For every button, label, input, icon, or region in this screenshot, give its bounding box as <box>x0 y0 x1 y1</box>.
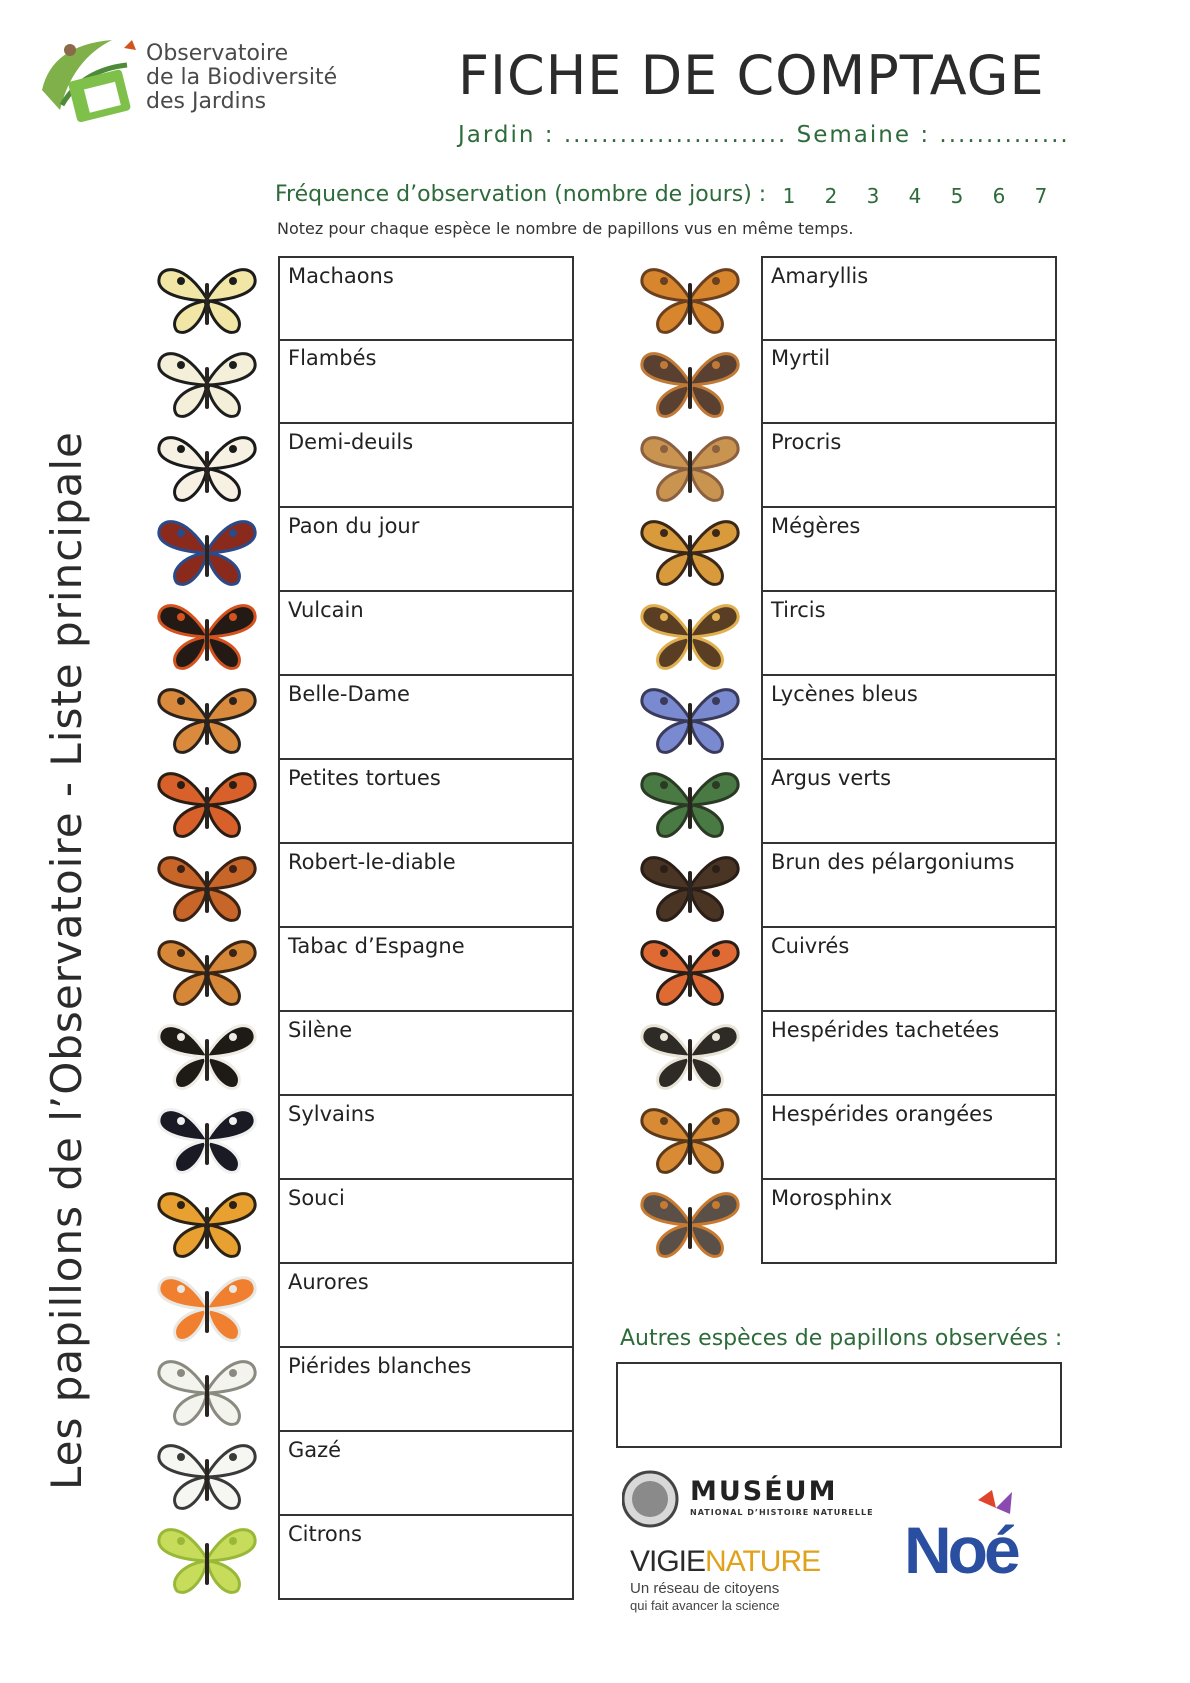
butterfly-icon <box>155 849 259 925</box>
species-count-cell[interactable] <box>761 928 1057 1012</box>
species-name: Cuivrés <box>771 934 850 958</box>
garden-week-field[interactable]: Jardin : ........................ Semaine : .............. <box>458 122 1070 148</box>
other-species-label: Autres espèces de papillons observées : <box>620 1326 1063 1351</box>
species-name: Citrons <box>288 1522 363 1546</box>
frequency-day-option[interactable]: 7 <box>1034 184 1048 208</box>
observatoire-logo-text <box>146 42 337 114</box>
species-name: Souci <box>288 1186 345 1210</box>
species-count-cell[interactable] <box>761 592 1057 676</box>
page-title: FICHE DE COMPTAGE <box>458 44 1045 107</box>
butterfly-icon <box>638 345 742 421</box>
butterfly-icon <box>155 1353 259 1429</box>
species-count-cell[interactable] <box>278 1516 574 1600</box>
species-name: Procris <box>771 430 842 454</box>
species-count-cell[interactable] <box>761 1012 1057 1096</box>
butterfly-icon <box>155 1101 259 1177</box>
species-count-cell[interactable] <box>278 844 574 928</box>
butterfly-icon <box>155 261 259 337</box>
butterfly-icon <box>638 681 742 757</box>
species-name: Argus verts <box>771 766 892 790</box>
museum-name: MUSÉUM <box>690 1476 838 1507</box>
species-count-cell[interactable] <box>278 592 574 676</box>
frequency-day-option[interactable]: 5 <box>950 184 964 208</box>
species-count-cell[interactable] <box>761 1180 1057 1264</box>
species-count-cell[interactable] <box>278 1096 574 1180</box>
butterfly-icon <box>155 597 259 673</box>
species-count-cell[interactable] <box>278 424 574 508</box>
species-count-cell[interactable] <box>278 928 574 1012</box>
species-name: Tircis <box>771 598 826 622</box>
museum-subtitle: NATIONAL D’HISTOIRE NATURELLE <box>690 1508 874 1517</box>
butterfly-icon <box>155 1269 259 1345</box>
species-name: Sylvains <box>288 1102 375 1126</box>
species-name: Vulcain <box>288 598 364 622</box>
species-count-cell[interactable] <box>761 760 1057 844</box>
species-name: Demi-deuils <box>288 430 414 454</box>
species-name: Gazé <box>288 1438 342 1462</box>
species-name: Tabac d’Espagne <box>288 934 465 958</box>
species-count-cell[interactable] <box>761 1096 1057 1180</box>
species-name: Amaryllis <box>771 264 869 288</box>
species-count-cell[interactable] <box>761 844 1057 928</box>
noe-logo-text: Noé <box>904 1513 1017 1587</box>
species-count-cell[interactable] <box>278 256 574 341</box>
species-count-cell[interactable] <box>278 676 574 760</box>
butterfly-icon <box>155 933 259 1009</box>
species-name: Petites tortues <box>288 766 441 790</box>
butterfly-icon <box>638 933 742 1009</box>
species-count-cell[interactable] <box>761 424 1057 508</box>
species-name: Hespérides orangées <box>771 1102 994 1126</box>
species-name: Paon du jour <box>288 514 420 538</box>
frequency-day-option[interactable]: 4 <box>908 184 922 208</box>
species-count-cell[interactable] <box>278 1264 574 1348</box>
butterfly-icon <box>638 597 742 673</box>
species-name: Aurores <box>288 1270 369 1294</box>
butterfly-icon <box>638 765 742 841</box>
species-count-cell[interactable] <box>278 1348 574 1432</box>
logo-line-2: de la Biodiversité <box>146 65 338 90</box>
butterfly-icon <box>638 1017 742 1093</box>
species-name: Silène <box>288 1018 353 1042</box>
butterfly-icon <box>638 261 742 337</box>
species-name: Lycènes bleus <box>771 682 918 706</box>
other-species-box[interactable] <box>616 1362 1062 1448</box>
butterfly-icon <box>155 765 259 841</box>
butterfly-icon <box>638 1101 742 1177</box>
butterfly-icon <box>638 849 742 925</box>
butterfly-icon <box>155 1017 259 1093</box>
species-name: Hespérides tachetées <box>771 1018 1000 1042</box>
vigie-tagline-2: qui fait avancer la science <box>630 1598 780 1613</box>
butterfly-icon <box>155 429 259 505</box>
species-name: Morosphinx <box>771 1186 893 1210</box>
species-name: Belle-Dame <box>288 682 410 706</box>
logo-line-1: Observatoire <box>146 41 289 66</box>
frequency-days <box>778 184 1052 208</box>
species-count-cell[interactable] <box>761 676 1057 760</box>
butterfly-icon <box>638 513 742 589</box>
species-name: Machaons <box>288 264 394 288</box>
butterfly-icon <box>155 681 259 757</box>
butterfly-icon <box>155 1185 259 1261</box>
species-name: Myrtil <box>771 346 831 370</box>
frequency-day-option[interactable]: 1 <box>782 184 796 208</box>
frequency-label: Fréquence d’observation (nombre de jours) : <box>275 182 767 207</box>
species-count-cell[interactable] <box>278 340 574 424</box>
vertical-list-title: Les papillons de l’Observatoire - Liste principale <box>42 431 91 1490</box>
species-name: Mégères <box>771 514 861 538</box>
butterfly-icon <box>155 1521 259 1597</box>
butterfly-icon <box>155 513 259 589</box>
species-name: Brun des pélargoniums <box>771 850 1015 874</box>
butterfly-icon <box>155 1437 259 1513</box>
butterfly-icon <box>638 429 742 505</box>
species-name: Robert-le-diable <box>288 850 456 874</box>
logo-line-3: des Jardins <box>146 89 267 114</box>
species-name: Flambés <box>288 346 377 370</box>
frequency-day-option[interactable]: 6 <box>992 184 1006 208</box>
species-count-cell[interactable] <box>761 256 1057 341</box>
species-count-cell[interactable] <box>761 340 1057 424</box>
vigie-tagline-1: Un réseau de citoyens <box>630 1580 780 1597</box>
species-count-cell[interactable] <box>761 508 1057 592</box>
species-count-cell[interactable] <box>278 1180 574 1264</box>
nature-text: NATURE <box>705 1545 821 1578</box>
frequency-day-option[interactable]: 2 <box>824 184 838 208</box>
species-count-cell[interactable] <box>278 1432 574 1516</box>
species-count-cell[interactable] <box>278 760 574 844</box>
butterfly-icon <box>155 345 259 421</box>
vigie-text: VIGIE <box>630 1545 706 1578</box>
instruction-note: Notez pour chaque espèce le nombre de papillons vus en même temps. <box>277 219 854 238</box>
butterfly-icon <box>638 1185 742 1261</box>
species-count-cell[interactable] <box>278 508 574 592</box>
vigie-nature-logo <box>630 1545 820 1579</box>
species-name: Piérides blanches <box>288 1354 472 1378</box>
frequency-day-option[interactable]: 3 <box>866 184 880 208</box>
species-count-cell[interactable] <box>278 1012 574 1096</box>
